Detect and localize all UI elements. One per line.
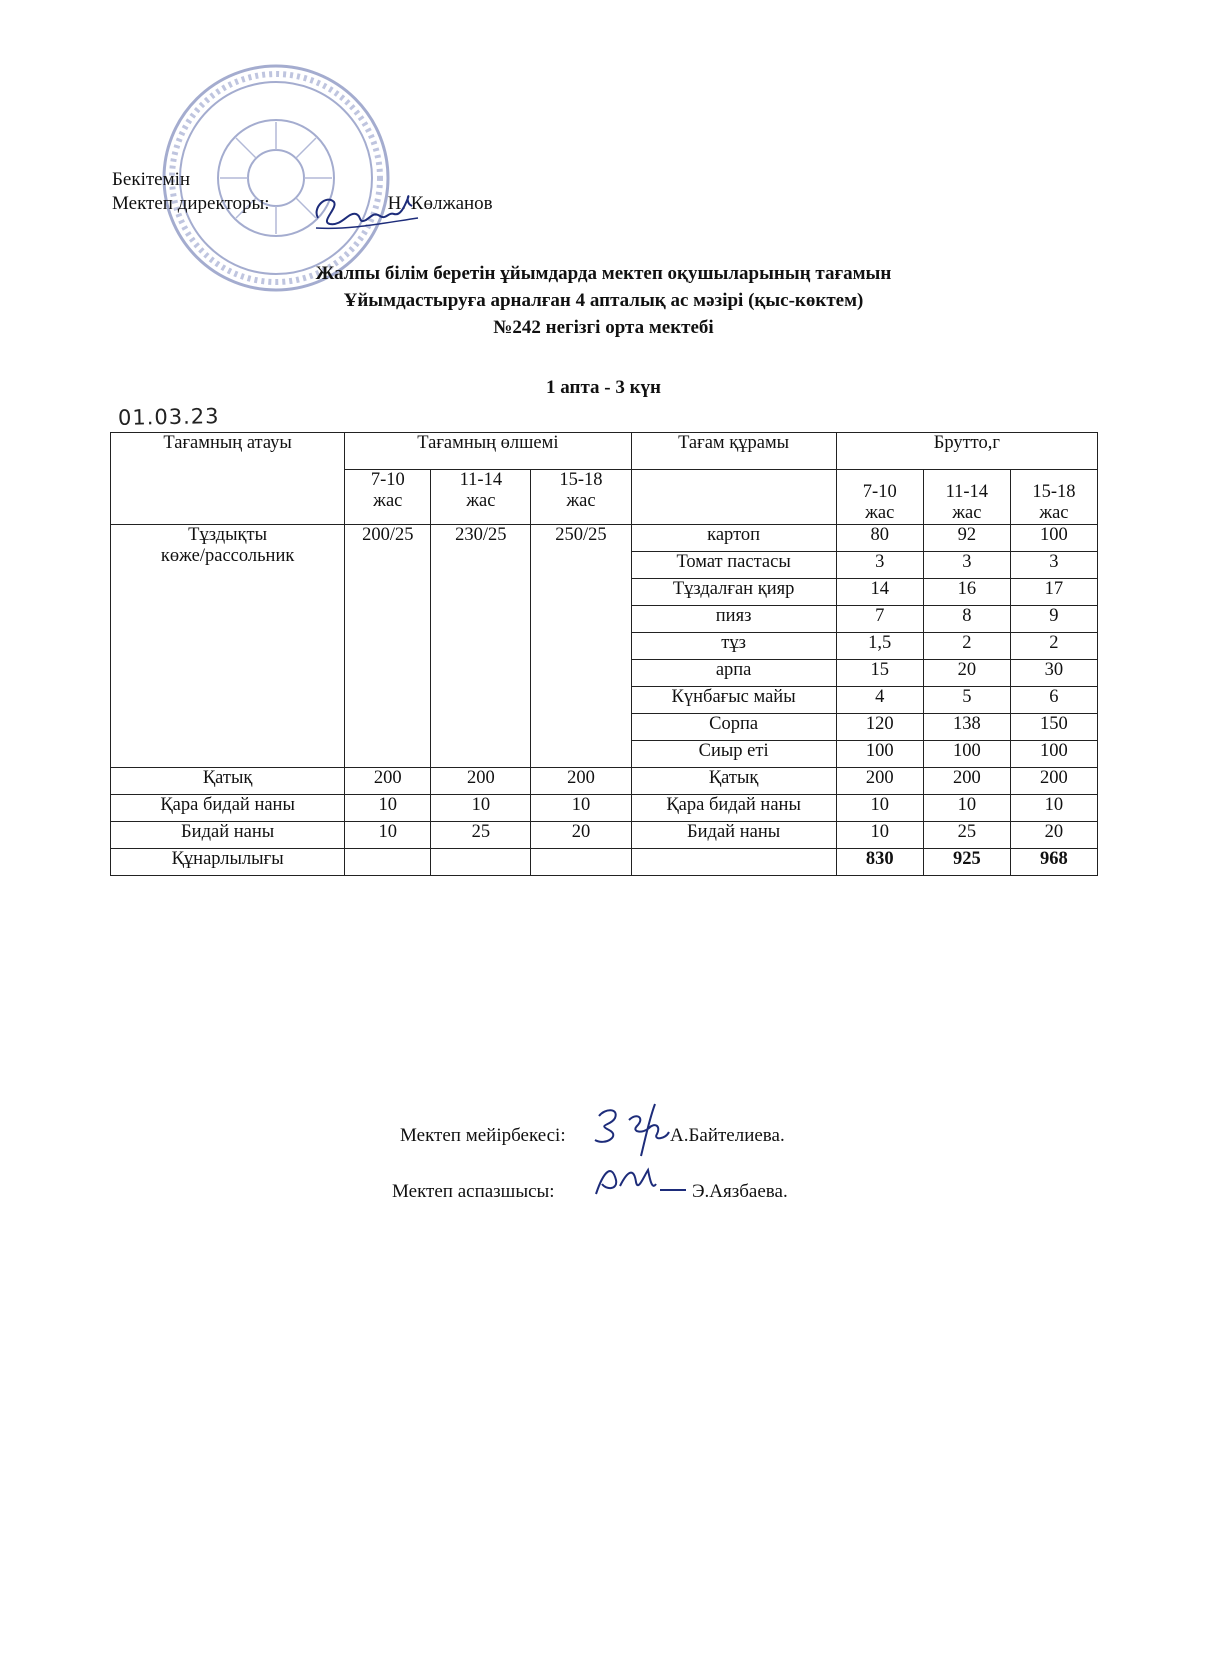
age-unit: жас xyxy=(466,491,496,511)
table-row xyxy=(111,525,1098,552)
handwritten-date: 01.03.23 xyxy=(117,404,220,430)
heading-line-1: Жалпы білім беретін ұйымдарда мектеп оқушыларының тағамын xyxy=(315,263,892,284)
header-brutto-age-15-18 xyxy=(1010,470,1097,525)
header-portion-age-11-14 xyxy=(431,470,531,525)
brutto-11-14: 10 xyxy=(923,795,1010,822)
cook-signature-line xyxy=(392,1181,788,1203)
week-day-label: 1 апта - 3 күн xyxy=(546,377,661,398)
brutto-11-14: 138 xyxy=(923,714,1010,741)
cook-signature xyxy=(590,1160,690,1200)
header-brutto-age-7-10 xyxy=(836,470,923,525)
total-15-18: 968 xyxy=(1010,849,1097,876)
ingredient-name: картоп xyxy=(631,525,836,552)
header-portion: Тағамның өлшемі xyxy=(345,433,631,470)
nurse-signature-line xyxy=(400,1125,785,1147)
table-row xyxy=(111,768,1098,795)
header-composition: Тағам құрамы xyxy=(631,433,836,470)
ingredient-name: Күнбағыс майы xyxy=(631,687,836,714)
heading-line-2: Ұйымдастыруға арналған 4 апталық ас мәзірі (қыс-көктем) xyxy=(343,290,864,311)
dish-portion-15-18: 10 xyxy=(531,795,631,822)
nutrition-label: Құнарлылығы xyxy=(111,849,345,876)
brutto-15-18: 30 xyxy=(1010,660,1097,687)
brutto-15-18: 10 xyxy=(1010,795,1097,822)
ingredient-name: Бидай наны xyxy=(631,822,836,849)
brutto-7-10: 80 xyxy=(836,525,923,552)
ingredient-name: Қатық xyxy=(631,768,836,795)
cook-name: Э.Аязбаева. xyxy=(692,1181,788,1202)
nurse-signature xyxy=(585,1100,690,1158)
header-dish-name: Тағамның атауы xyxy=(111,433,345,525)
brutto-7-10: 1,5 xyxy=(836,633,923,660)
brutto-7-10: 100 xyxy=(836,741,923,768)
brutto-11-14: 100 xyxy=(923,741,1010,768)
nutrition-blank xyxy=(345,849,431,876)
header-composition-blank xyxy=(631,470,836,525)
ingredient-name: Сиыр еті xyxy=(631,741,836,768)
nutrition-blank xyxy=(431,849,531,876)
age-range: 15-18 xyxy=(559,470,603,490)
table-row xyxy=(111,822,1098,849)
brutto-7-10: 120 xyxy=(836,714,923,741)
brutto-11-14: 200 xyxy=(923,768,1010,795)
brutto-15-18: 100 xyxy=(1010,525,1097,552)
brutto-11-14: 8 xyxy=(923,606,1010,633)
soup-portion-11-14: 230/25 xyxy=(431,525,531,768)
ingredient-name: Сорпа xyxy=(631,714,836,741)
dish-portion-15-18: 20 xyxy=(531,822,631,849)
header-portion-age-7-10 xyxy=(345,470,431,525)
nurse-name: А.Байтелиева. xyxy=(670,1125,785,1146)
brutto-7-10: 14 xyxy=(836,579,923,606)
soup-name-line-2: көже/рассольник xyxy=(160,546,295,566)
age-range: 7-10 xyxy=(370,470,405,490)
table-header-row xyxy=(111,433,1098,470)
menu-table xyxy=(110,432,1098,876)
brutto-15-18: 6 xyxy=(1010,687,1097,714)
brutto-11-14: 5 xyxy=(923,687,1010,714)
soup-portion-15-18: 250/25 xyxy=(531,525,631,768)
approve-label: Бекітемін xyxy=(112,169,191,190)
brutto-15-18: 9 xyxy=(1010,606,1097,633)
brutto-11-14: 25 xyxy=(923,822,1010,849)
age-range: 7-10 xyxy=(862,482,897,502)
age-unit: жас xyxy=(952,503,982,523)
table-row xyxy=(111,795,1098,822)
brutto-15-18: 20 xyxy=(1010,822,1097,849)
age-range: 15-18 xyxy=(1032,482,1076,502)
age-range: 11-14 xyxy=(945,482,989,502)
document-heading xyxy=(0,260,1207,341)
nutrition-blank xyxy=(531,849,631,876)
age-unit: жас xyxy=(373,491,403,511)
dish-portion-7-10: 10 xyxy=(345,795,431,822)
dish-name: Бидай наны xyxy=(111,822,345,849)
dish-name: Қара бидай наны xyxy=(111,795,345,822)
brutto-15-18: 17 xyxy=(1010,579,1097,606)
nurse-label: Мектеп мейірбекесі: xyxy=(400,1125,566,1146)
brutto-7-10: 10 xyxy=(836,795,923,822)
dish-portion-11-14: 200 xyxy=(431,768,531,795)
brutto-15-18: 2 xyxy=(1010,633,1097,660)
totals-row xyxy=(111,849,1098,876)
brutto-7-10: 4 xyxy=(836,687,923,714)
age-unit: жас xyxy=(865,503,895,523)
header-brutto: Брутто,г xyxy=(836,433,1097,470)
brutto-7-10: 10 xyxy=(836,822,923,849)
dish-name: Қатық xyxy=(111,768,345,795)
ingredient-name: Тұздалған қияр xyxy=(631,579,836,606)
brutto-11-14: 3 xyxy=(923,552,1010,579)
dish-portion-11-14: 10 xyxy=(431,795,531,822)
director-signature xyxy=(308,188,428,236)
age-unit: жас xyxy=(566,491,596,511)
brutto-15-18: 150 xyxy=(1010,714,1097,741)
brutto-7-10: 3 xyxy=(836,552,923,579)
age-unit: жас xyxy=(1039,503,1069,523)
brutto-7-10: 7 xyxy=(836,606,923,633)
soup-name-line-1: Тұздықты xyxy=(188,525,268,545)
brutto-15-18: 3 xyxy=(1010,552,1097,579)
brutto-15-18: 100 xyxy=(1010,741,1097,768)
brutto-7-10: 15 xyxy=(836,660,923,687)
dish-portion-7-10: 10 xyxy=(345,822,431,849)
dish-portion-7-10: 200 xyxy=(345,768,431,795)
soup-dish-name xyxy=(111,525,345,768)
dish-portion-11-14: 25 xyxy=(431,822,531,849)
director-label: Мектеп директоры: xyxy=(112,193,270,214)
nutrition-blank xyxy=(631,849,836,876)
ingredient-name: Томат пастасы xyxy=(631,552,836,579)
age-range: 11-14 xyxy=(459,470,503,490)
total-11-14: 925 xyxy=(923,849,1010,876)
ingredient-name: пияз xyxy=(631,606,836,633)
ingredient-name: тұз xyxy=(631,633,836,660)
brutto-11-14: 92 xyxy=(923,525,1010,552)
brutto-11-14: 20 xyxy=(923,660,1010,687)
brutto-11-14: 16 xyxy=(923,579,1010,606)
brutto-7-10: 200 xyxy=(836,768,923,795)
header-brutto-age-11-14 xyxy=(923,470,1010,525)
brutto-15-18: 200 xyxy=(1010,768,1097,795)
approval-block xyxy=(112,168,493,216)
header-portion-age-15-18 xyxy=(531,470,631,525)
cook-label: Мектеп аспазшысы: xyxy=(392,1181,555,1202)
heading-line-3: №242 негізгі орта мектебі xyxy=(493,317,714,338)
dish-portion-15-18: 200 xyxy=(531,768,631,795)
ingredient-name: Қара бидай наны xyxy=(631,795,836,822)
total-7-10: 830 xyxy=(836,849,923,876)
soup-portion-7-10: 200/25 xyxy=(345,525,431,768)
brutto-11-14: 2 xyxy=(923,633,1010,660)
ingredient-name: арпа xyxy=(631,660,836,687)
director-name: Н. Көлжанов xyxy=(387,193,493,214)
